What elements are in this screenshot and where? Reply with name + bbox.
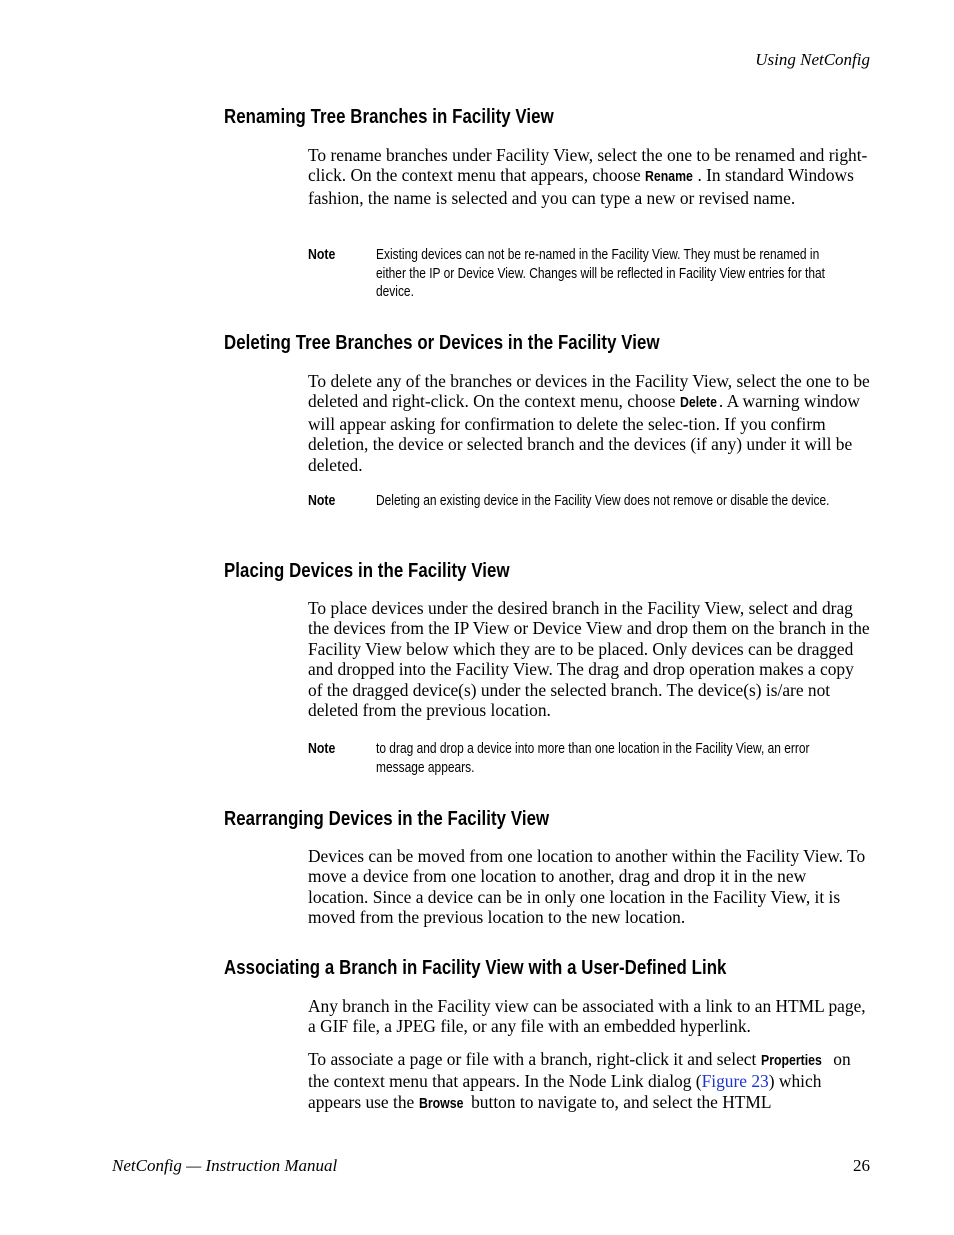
paragraph-renaming	[308, 145, 870, 208]
section-title-associating: Associating a Branch in Facility View with a User-Defined Link	[224, 957, 727, 979]
text-run: on the context menu that appears. In the Node Link dialog (	[308, 1049, 851, 1092]
note-label: Note	[308, 740, 336, 757]
section-title-rearranging: Rearranging Devices in the Facility View	[224, 808, 550, 830]
command-properties: Properties	[760, 1052, 822, 1069]
note-text: Existing devices can not be re-named in the Facility View. They must be renamed in either the IP or Device View. Changes will be reflected in Facility View entries for that device.	[376, 247, 825, 301]
text-run: To rename branches under Facility View, select the one to be renamed and right-click. On the context menu that appears, choose	[308, 145, 868, 186]
figure-23-link[interactable]: Figure 23	[701, 1071, 769, 1092]
text-run: button to navigate to, and select the HTML	[466, 1091, 772, 1112]
command-browse: Browse	[418, 1094, 464, 1112]
command-delete: Delete	[679, 394, 717, 412]
footer-page-number: 26	[853, 1156, 870, 1175]
paragraph-rearranging: Devices can be moved from one location to another within the Facility View. To move a device from one location to another, drag and drop it in the new location. Since a device can be in only one location in the Facility View, it is moved from the previous location to the new location.	[308, 846, 866, 928]
text-run: To delete any of the branches or devices in the Facility View, select the one to be deleted and right-click. On the context menu, choose	[308, 371, 870, 412]
paragraph-deleting	[308, 371, 870, 475]
section-title-placing: Placing Devices in the Facility View	[224, 560, 510, 582]
text-run: . In standard Windows fashion, the name is selected and you can type a new or revised name.	[308, 165, 854, 208]
section-title-renaming: Renaming Tree Branches in Facility View	[224, 106, 554, 128]
footer-doc-title: NetConfig — Instruction Manual	[112, 1156, 338, 1175]
section-title-deleting: Deleting Tree Branches or Devices in the Facility View	[224, 332, 660, 354]
command-rename: Rename	[645, 168, 693, 186]
paragraph-placing: To place devices under the desired branch in the Facility View, select and drag the devices from the IP View or Device View and drop them on the branch in the Facility View below which they are to be placed. Only devices can be dragged and dropped into the Facility View. The drag and drop operation makes a copy of the dragged device(s) under the selected branch. The device(s) is/are not deleted from the previous location.	[308, 598, 870, 721]
note-label: Note	[308, 246, 336, 263]
note-text: Deleting an existing device in the Facility View does not remove or disable the device.	[376, 493, 830, 509]
running-header: Using NetConfig	[755, 50, 870, 69]
text-run: ) which appears use the	[308, 1071, 822, 1112]
paragraph-associating-1: Any branch in the Facility view can be associated with a link to an HTML page, a GIF file, a JPEG file, or any file with an embedded hyperlink.	[308, 996, 866, 1037]
note-label: Note	[308, 492, 336, 509]
note-text: to drag and drop a device into more than one location in the Facility View, an error message appears.	[376, 741, 810, 776]
text-run: To associate a page or file with a branch, right-click it and select	[308, 1049, 761, 1069]
paragraph-associating-2	[308, 1049, 870, 1114]
text-run: . A warning window will appear asking for confirmation to delete the selec-tion. If you confirm deletion, the device or selected branch and the devices (if any) under it will be deleted.	[308, 391, 860, 475]
